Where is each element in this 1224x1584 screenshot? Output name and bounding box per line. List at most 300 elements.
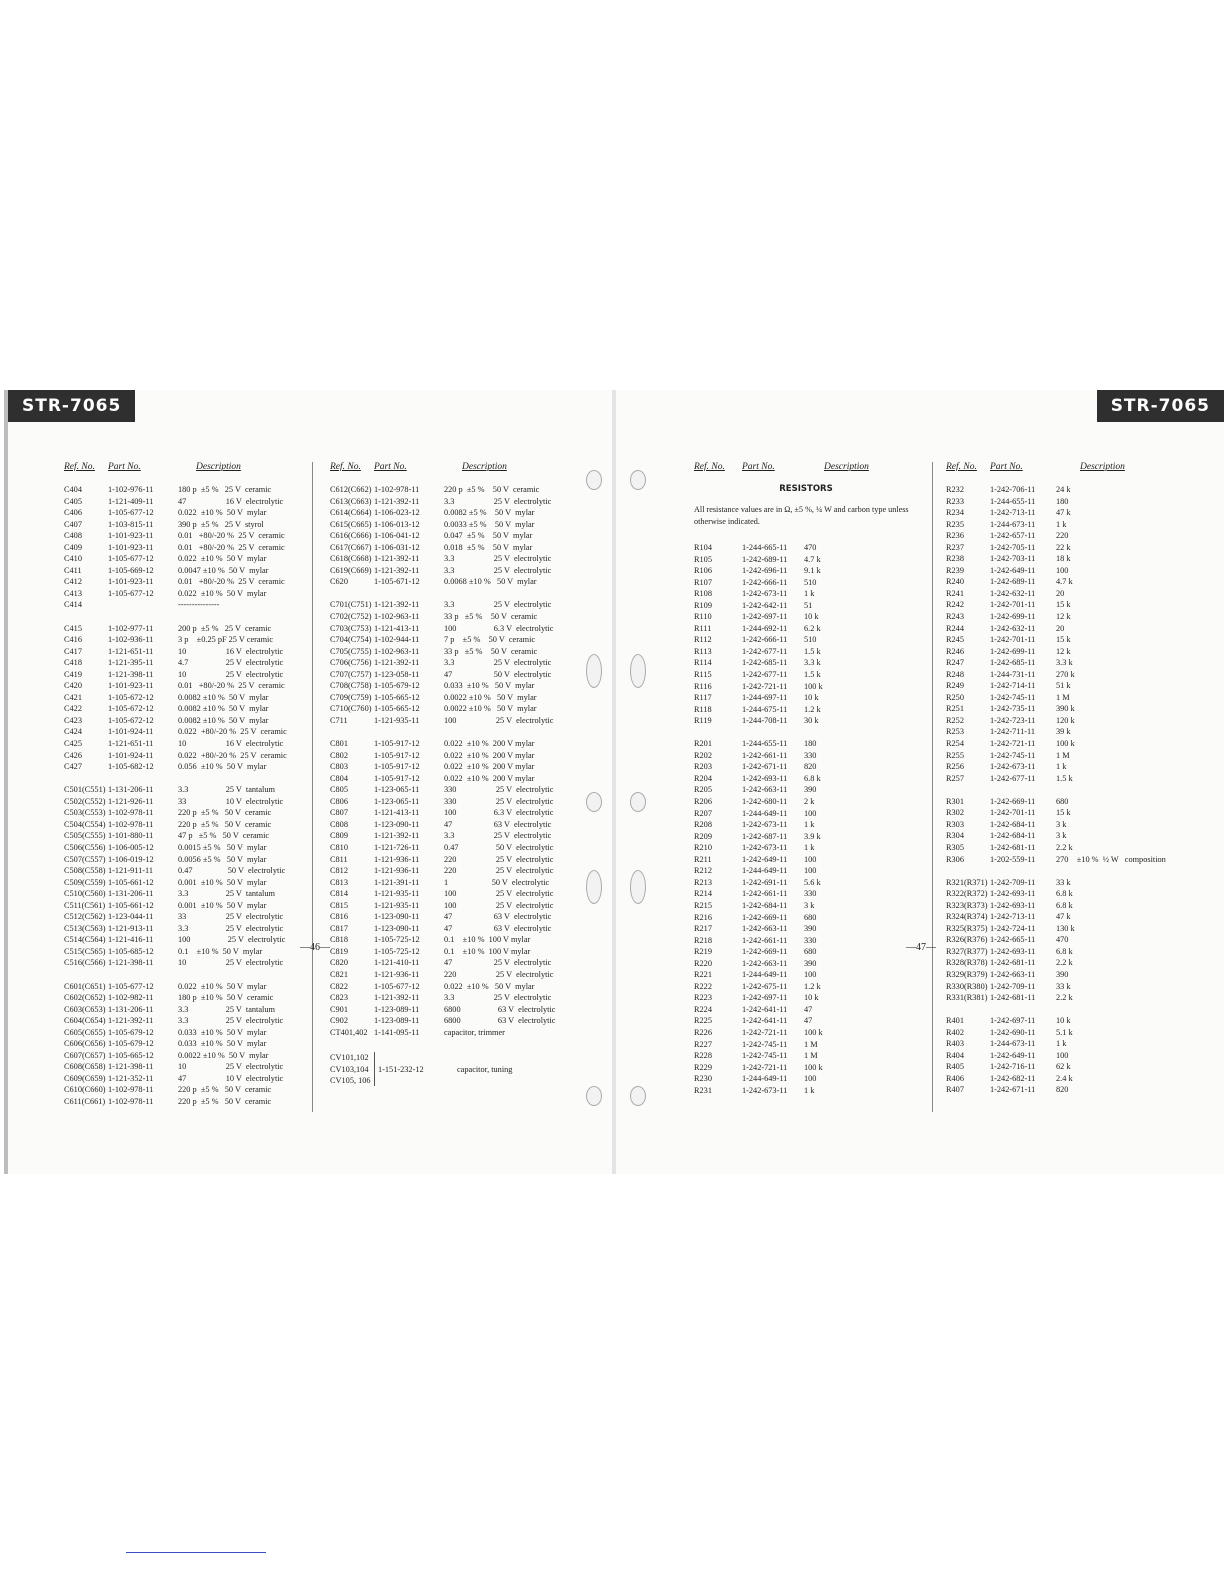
part-cell: 1-244-673-11 — [990, 519, 1036, 529]
table-row — [946, 553, 1210, 565]
part-cell: 1-242-705-11 — [990, 542, 1036, 552]
desc-cell: 100 25 V electrolytic — [444, 900, 554, 910]
ref-cell: C704(C754) — [330, 635, 372, 645]
ref-cell: C711 — [330, 715, 348, 725]
desc-cell: 330 — [804, 889, 817, 899]
binder-hole — [586, 792, 602, 812]
part-cell: 1-121-410-11 — [374, 958, 420, 968]
part-cell: 1-101-924-11 — [108, 750, 154, 760]
table-row — [64, 807, 304, 819]
table-row — [694, 865, 918, 877]
part-cell: 1-102-982-11 — [108, 993, 154, 1003]
desc-cell: 470 — [804, 543, 817, 552]
desc-cell: 3.3 25 V electrolytic — [178, 1016, 284, 1026]
table-row — [64, 519, 304, 531]
part-cell: 1-242-721-11 — [742, 1027, 788, 1037]
table-row — [330, 773, 594, 785]
table-row — [946, 669, 1210, 681]
part-cell: 1-101-880-11 — [108, 831, 154, 841]
table-row — [330, 842, 594, 854]
part-cell: 1-244-649-11 — [742, 1074, 788, 1084]
table-row — [946, 692, 1210, 704]
table-row — [330, 680, 594, 692]
ref-cell: CT401,402 — [330, 1027, 368, 1037]
table-row — [330, 496, 594, 508]
desc-cell: 47 50 V electrolytic — [444, 669, 552, 679]
ref-cell: R301 — [946, 796, 964, 806]
part-cell: 1-244-697-11 — [742, 693, 788, 703]
part-cell: 1-141-095-11 — [374, 1027, 420, 1037]
table-row — [330, 703, 594, 715]
table-row — [330, 911, 594, 923]
part-cell: 1-105-665-12 — [108, 1050, 154, 1060]
desc-cell: 2.2 k — [1056, 993, 1073, 1003]
table-row — [330, 888, 594, 900]
desc-cell: 2.2 k — [1056, 842, 1073, 852]
desc-cell: 0.0047 ±10 % 50 V mylar — [178, 565, 269, 575]
binder-hole — [630, 870, 646, 904]
ref-cell: C820 — [330, 958, 348, 968]
table-row — [330, 957, 594, 969]
ref-cell: R326(R376) — [946, 935, 988, 945]
table-row — [694, 554, 918, 566]
part-cell: 1-102-978-11 — [108, 1096, 154, 1106]
table-row — [64, 900, 304, 912]
ref-cell: C822 — [330, 981, 348, 991]
table-row — [694, 888, 918, 900]
desc-cell: 33 k — [1056, 981, 1071, 991]
ref-cell: R305 — [946, 842, 964, 852]
ref-cell: C901 — [330, 1004, 348, 1014]
model-badge-left: STR-7065 — [8, 390, 135, 422]
part-cell: 1-242-701-11 — [990, 808, 1036, 818]
column-header — [694, 462, 918, 472]
ref-cell: R253 — [946, 727, 964, 737]
desc-cell: 3.3 25 V electrolytic — [444, 993, 552, 1003]
part-cell: 1-242-632-11 — [990, 623, 1036, 633]
column-divider — [312, 462, 313, 1112]
ref-cell: C418 — [64, 658, 82, 668]
ref-cell: C414 — [64, 600, 82, 610]
table-row — [946, 507, 1210, 519]
part-cell: 1-121-413-11 — [374, 808, 420, 818]
part-cell: 1-242-681-11 — [990, 842, 1036, 852]
part-cell: 1-105-682-12 — [108, 762, 154, 772]
desc-cell: 18 k — [1056, 554, 1071, 564]
desc-cell: 47 p ±5 % 50 V ceramic — [178, 831, 270, 841]
part-cell: 1-242-693-11 — [990, 946, 1036, 956]
desc-cell: 51 — [804, 600, 813, 610]
part-cell: 1-242-703-11 — [990, 554, 1036, 564]
part-cell: 1-102-963-11 — [374, 612, 420, 622]
part-cell: 1-102-976-11 — [108, 485, 154, 494]
ref-cell: R302 — [946, 808, 964, 818]
part-cell: 1-121-398-11 — [108, 958, 154, 968]
ref-cell: C607(C657) — [64, 1050, 106, 1060]
desc-cell: 1.5 k — [1056, 773, 1073, 783]
desc-cell: 6.8 k — [1056, 946, 1073, 956]
ref-cell: C427 — [64, 762, 82, 772]
ref-cell: R238 — [946, 554, 964, 564]
ref-cell: C604(C654) — [64, 1016, 106, 1026]
desc-cell: 100 k — [804, 1027, 823, 1037]
table-row — [330, 981, 594, 993]
table-row — [946, 530, 1210, 542]
table-row — [694, 1027, 918, 1039]
ref-cell: R404 — [946, 1050, 964, 1060]
ref-cell: C706(C756) — [330, 658, 372, 668]
part-cell: 1-121-936-11 — [374, 969, 420, 979]
ref-cell: R213 — [694, 877, 712, 887]
ref-cell: R256 — [946, 762, 964, 772]
ref-cell: C501(C551) — [64, 785, 106, 795]
part-cell: 1-242-745-11 — [742, 1051, 788, 1061]
part-cell: 1-106-013-12 — [374, 519, 420, 529]
desc-cell: 10 k — [1056, 1016, 1071, 1026]
part-cell: 1-102-936-11 — [108, 635, 154, 645]
desc-cell: 47 k — [1056, 912, 1071, 922]
desc-cell: 100 — [1056, 1050, 1069, 1060]
part-cell: 1-242-690-11 — [990, 1027, 1036, 1037]
desc-cell: capacitor, trimmer — [444, 1027, 505, 1037]
ref-cell: C611(C661) — [64, 1096, 106, 1106]
table-row — [946, 830, 1210, 842]
desc-cell: 0.022 ±10 % 50 V mylar — [444, 981, 535, 991]
ref-cell: C503(C553) — [64, 808, 106, 818]
ref-cell: R239 — [946, 565, 964, 575]
table-row — [64, 1073, 304, 1085]
part-cell: 1-242-709-11 — [990, 981, 1036, 991]
section-note: All resistance values are in Ω, ±5 %, ¼ W and carbon type unless otherwise indicated. — [694, 505, 909, 526]
ref-cell: C605(C655) — [64, 1027, 106, 1037]
ref-cell: R108 — [694, 589, 712, 599]
desc-cell: 0.001 ±10 % 50 V mylar — [178, 900, 267, 910]
table-row — [694, 981, 918, 993]
ref-cell: C415 — [64, 623, 82, 633]
table-row — [64, 530, 304, 542]
desc-cell: 33 10 V electrolytic — [178, 796, 284, 806]
ref-cell: C407 — [64, 519, 82, 529]
desc-cell: 0.0082 ±10 % 50 V mylar — [178, 692, 269, 702]
table-row — [946, 842, 1210, 854]
ref-cell: C620 — [330, 577, 348, 587]
table-row — [946, 1038, 1210, 1050]
desc-cell: 47 63 V electrolytic — [444, 912, 552, 922]
desc-cell: 1 k — [1056, 1039, 1067, 1049]
ref-cell: R117 — [694, 693, 712, 703]
part-cell: 1-242-745-11 — [990, 692, 1036, 702]
desc-cell: 2 k — [804, 797, 815, 807]
part-cell: 1-244-731-11 — [990, 669, 1036, 679]
ref-cell: R322(R372) — [946, 889, 988, 899]
table-row — [694, 704, 918, 716]
desc-cell: 0.0068 ±10 % 50 V mylar — [444, 577, 537, 587]
desc-cell: 220 p ±5 % 50 V ceramic — [178, 1085, 272, 1095]
ref-cell: R251 — [946, 704, 964, 714]
table-row — [946, 888, 1210, 900]
desc-cell: 62 k — [1056, 1062, 1071, 1072]
ref-cell: C421 — [64, 692, 82, 702]
table-row — [946, 1061, 1210, 1073]
desc-cell: 1.2 k — [804, 981, 821, 991]
ref-cell: R201 — [694, 739, 712, 749]
part-cell: 1-242-701-11 — [990, 635, 1036, 645]
ref-cell: C610(C660) — [64, 1085, 106, 1095]
table-row — [694, 1073, 918, 1085]
table-row — [330, 553, 594, 565]
desc-cell: 100 — [804, 854, 817, 864]
ref-cell: R247 — [946, 658, 964, 668]
part-cell: 1-242-675-11 — [742, 981, 788, 991]
table-row — [946, 680, 1210, 692]
ref-cell: R229 — [694, 1062, 712, 1072]
ref-cell: R244 — [946, 623, 964, 633]
ref-cell: R407 — [946, 1085, 964, 1095]
cv-ref: CV103,104 — [330, 1064, 369, 1074]
table-row — [946, 738, 1210, 750]
ref-cell: R222 — [694, 981, 712, 991]
ref-cell: R202 — [694, 750, 712, 760]
table-row — [330, 877, 594, 889]
table-row — [694, 1015, 918, 1027]
part-cell: 1-242-642-11 — [742, 600, 788, 610]
part-cell: 1-242-699-11 — [990, 646, 1036, 656]
ref-cell: R226 — [694, 1027, 712, 1037]
desc-cell: 1.2 k — [804, 704, 821, 714]
binder-hole — [630, 792, 646, 812]
table-row — [694, 969, 918, 981]
part-cell: 1-242-663-11 — [742, 958, 788, 968]
part-cell: 1-242-685-11 — [990, 658, 1036, 668]
binder-hole — [586, 654, 602, 688]
part-cell: 1-242-701-11 — [990, 600, 1036, 610]
desc-cell: 220 25 V electrolytic — [444, 854, 554, 864]
part-cell: 1-242-713-11 — [990, 508, 1036, 518]
part-cell: 1-244-692-11 — [742, 623, 788, 633]
ref-cell: R231 — [694, 1085, 712, 1095]
part-cell: 1-242-671-11 — [990, 1085, 1036, 1095]
table-row — [64, 784, 304, 796]
desc-cell: 100 k — [804, 1062, 823, 1072]
table-row — [330, 634, 594, 646]
desc-cell: 180 — [804, 739, 817, 749]
table-row — [694, 692, 918, 704]
desc-cell: 1 k — [804, 589, 815, 599]
desc-cell: 3 k — [804, 900, 815, 910]
part-cell: 1-131-206-11 — [108, 889, 154, 899]
desc-cell: 1 k — [804, 843, 815, 853]
desc-cell: 1 M — [804, 1051, 818, 1061]
table-row — [330, 830, 594, 842]
part-cell: 1-105-677-12 — [108, 508, 154, 518]
desc-cell: 390 — [804, 785, 817, 795]
ref-cell: C405 — [64, 496, 82, 506]
table-row — [64, 946, 304, 958]
desc-cell: 6800 63 V electrolytic — [444, 1016, 556, 1026]
part-cell: 1-105-677-12 — [374, 981, 420, 991]
table-row — [946, 703, 1210, 715]
desc-cell: 1 k — [1056, 762, 1067, 772]
part-cell: 1-242-735-11 — [990, 704, 1036, 714]
part-cell: 1-123-065-11 — [374, 796, 420, 806]
part-cell: 1-106-041-12 — [374, 531, 420, 541]
table-row — [330, 715, 594, 727]
table-row — [64, 507, 304, 519]
ref-cell: R207 — [694, 808, 712, 818]
table-row — [64, 565, 304, 577]
part-cell: 1-242-673-11 — [742, 820, 788, 830]
table-row — [330, 738, 594, 750]
ref-cell: R219 — [694, 947, 712, 957]
part-cell: 1-242-691-11 — [742, 877, 788, 887]
part-cell: 1-101-923-11 — [108, 531, 154, 541]
part-cell: 1-242-689-11 — [742, 554, 788, 564]
ref-cell: R406 — [946, 1073, 964, 1083]
ref-cell: R241 — [946, 588, 964, 598]
table-row — [64, 1084, 304, 1096]
table-row — [330, 969, 594, 981]
ref-cell: R304 — [946, 831, 964, 841]
ref-cell: C701(C751) — [330, 600, 372, 610]
desc-cell: 220 25 V electrolytic — [444, 969, 554, 979]
desc-cell: 270 k — [1056, 669, 1075, 679]
table-row — [64, 957, 304, 969]
ref-cell: C708(C758) — [330, 681, 372, 691]
desc-cell: 180 — [1056, 496, 1069, 506]
part-cell: 1-102-944-11 — [374, 635, 420, 645]
table-row — [694, 854, 918, 866]
ref-cell: C515(C565) — [64, 946, 106, 956]
desc-cell: 9.1 k — [804, 566, 821, 576]
desc-cell: 330 — [804, 750, 817, 760]
ref-cell: R210 — [694, 843, 712, 853]
table-row — [330, 542, 594, 554]
part-cell: 1-242-669-11 — [742, 947, 788, 957]
table-row — [694, 1004, 918, 1016]
ref-cell: C810 — [330, 842, 348, 852]
part-cell: 1-123-089-11 — [374, 1004, 420, 1014]
ref-cell: R328(R378) — [946, 958, 988, 968]
table-row — [330, 657, 594, 669]
desc-cell: 0.022 ±10 % 50 V mylar — [178, 588, 267, 598]
part-cell: 1-242-663-11 — [742, 924, 788, 934]
ref-cell: C412 — [64, 577, 82, 587]
manual-spread — [4, 390, 1224, 1174]
table-row — [330, 646, 594, 658]
part-cell: 1-242-693-11 — [990, 889, 1036, 899]
part-cell: 1-123-058-11 — [374, 669, 420, 679]
desc-cell: 10 k — [804, 993, 819, 1003]
cv-ref: CV105, 106 — [330, 1076, 371, 1086]
table-row — [946, 715, 1210, 727]
desc-cell: 10 k — [804, 693, 819, 703]
part-cell: 1-105-917-12 — [374, 750, 420, 760]
table-row — [694, 565, 918, 577]
table-row — [64, 934, 304, 946]
ref-cell: C425 — [64, 739, 82, 749]
part-cell: 1-121-392-11 — [374, 565, 420, 575]
table-row — [694, 1062, 918, 1074]
table-row — [694, 600, 918, 612]
desc-cell: 0.1 ±10 % 100 V mylar — [444, 946, 531, 956]
desc-cell: 0.0015 ±5 % 50 V mylar — [178, 842, 267, 852]
part-cell: 1-105-679-12 — [374, 681, 420, 691]
part-cell: 1-242-661-11 — [742, 750, 788, 760]
header-part: Part No. — [108, 462, 141, 472]
table-row — [946, 1073, 1210, 1085]
table-row — [694, 657, 918, 669]
ref-cell: C814 — [330, 889, 348, 899]
table-row — [694, 946, 918, 958]
part-cell: 1-105-665-12 — [374, 704, 420, 714]
ref-cell: R234 — [946, 508, 964, 518]
ref-cell: C510(C560) — [64, 889, 106, 899]
ref-cell: R218 — [694, 935, 712, 945]
part-cell: 1-105-672-12 — [108, 715, 154, 725]
table-row — [64, 542, 304, 554]
desc-cell: 33 p ±5 % 50 V ceramic — [444, 646, 538, 656]
ref-cell: C811 — [330, 854, 348, 864]
ref-cell: C409 — [64, 542, 82, 552]
ref-cell: C502(C552) — [64, 796, 106, 806]
table-row — [64, 599, 304, 611]
parts-column-3 — [694, 462, 918, 1096]
part-cell: 1-123-090-11 — [374, 819, 420, 829]
ref-cell: R237 — [946, 542, 964, 552]
binder-hole — [586, 870, 602, 904]
table-row — [64, 865, 304, 877]
ref-cell: C404 — [64, 485, 82, 494]
table-row — [694, 900, 918, 912]
desc-cell: 2.4 k — [1056, 1073, 1073, 1083]
part-cell: 1-102-978-11 — [108, 808, 154, 818]
desc-cell: 5.1 k — [1056, 1027, 1073, 1037]
header-desc: Description — [196, 462, 241, 472]
part-cell: 1-121-935-11 — [374, 715, 420, 725]
ref-cell: R303 — [946, 819, 964, 829]
table-row — [946, 854, 1210, 866]
ref-cell: C506(C556) — [64, 842, 106, 852]
table-row — [64, 623, 304, 635]
desc-cell: 390 — [804, 958, 817, 968]
ref-cell: C602(C652) — [64, 993, 106, 1003]
part-cell: 1-123-044-11 — [108, 912, 154, 922]
part-cell: 1-123-089-11 — [374, 1016, 420, 1026]
part-cell: 1-242-706-11 — [990, 485, 1036, 494]
table-row — [64, 692, 304, 704]
table-row — [64, 1015, 304, 1027]
table-row — [694, 992, 918, 1004]
ref-cell: C816 — [330, 912, 348, 922]
part-cell: 1-102-978-11 — [108, 1085, 154, 1095]
table-row — [946, 726, 1210, 738]
ref-cell: R243 — [946, 612, 964, 622]
ref-cell: R113 — [694, 646, 712, 656]
cv-desc: capacitor, tuning — [457, 1064, 513, 1074]
part-cell: 1-242-669-11 — [742, 912, 788, 922]
ref-cell: R216 — [694, 912, 712, 922]
part-cell: 1-242-641-11 — [742, 1016, 788, 1026]
table-row — [694, 877, 918, 889]
part-cell: 1-242-649-11 — [990, 565, 1036, 575]
desc-cell: 4.7 25 V electrolytic — [178, 658, 284, 668]
column-header — [330, 462, 594, 472]
ref-cell: R107 — [694, 577, 712, 587]
ref-cell: R250 — [946, 692, 964, 702]
part-cell: 1-105-665-12 — [374, 692, 420, 702]
desc-cell: 10 16 V electrolytic — [178, 739, 284, 749]
table-row — [946, 1015, 1210, 1027]
